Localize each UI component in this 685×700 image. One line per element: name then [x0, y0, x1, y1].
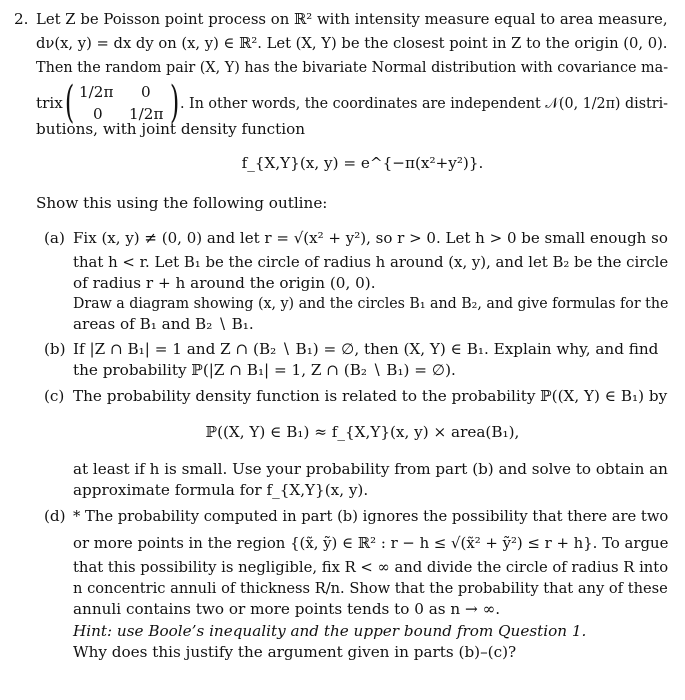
- left-paren-icon: (: [64, 77, 75, 128]
- part-a-line-2: that h < r. Let B₁ be the circle of radius h around (x, y), and let B₂ be the circle: [73, 253, 669, 271]
- part-b-line-1: If |Z ∩ B₁| = 1 and Z ∩ (B₂ ∖ B₁) = ∅, then (X, Y) ∈ B₁. Explain why, and find: [73, 340, 659, 358]
- matrix-cell-22: 1/2π: [129, 105, 164, 123]
- matrix-cell-12: 0: [141, 83, 151, 101]
- outline-intro: Show this using the following outline:: [36, 194, 328, 212]
- part-d-line-3: that this possibility is negligible, fix R < ∞ and divide the circle of radius R into: [73, 558, 669, 576]
- part-d-line-1: * The probability computed in part (b) ignores the possibility that there are two: [73, 507, 669, 525]
- part-c-formula: ℙ((X, Y) ∈ B₁) ≈ f_{X,Y}(x, y) × area(B₁),: [205, 423, 520, 441]
- part-a-label: (a): [44, 229, 65, 247]
- part-b-label: (b): [44, 340, 66, 358]
- part-c-line-1: The probability density function is related to the probability ℙ((X, Y) ∈ B₁) by: [73, 387, 668, 405]
- matrix-suffix: . In other words, the coordinates are independent 𝒩(0, 1/2π) distri-: [180, 94, 668, 112]
- part-d-line-5: annuli contains two or more points tends to 0 as n → ∞.: [73, 600, 501, 618]
- part-c-line-3: approximate formula for f_{X,Y}(x, y).: [73, 481, 369, 499]
- matrix-cell-21: 0: [93, 105, 103, 123]
- part-c-line-2: at least if h is small. Use your probability from part (b) and solve to obtain an: [73, 460, 668, 478]
- part-b-line-2: the probability ℙ(|Z ∩ B₁| = 1, Z ∩ (B₂ ∖ B₁) = ∅).: [73, 361, 456, 379]
- intro-line-1: Let Z be Poisson point process on ℝ² with intensity measure equal to area measure,: [36, 10, 668, 28]
- part-d-hint: Hint: use Boole’s inequality and the upper bound from Question 1.: [73, 622, 587, 640]
- right-paren-icon: ): [169, 77, 180, 128]
- part-c-label: (c): [44, 387, 65, 405]
- part-d-label: (d): [44, 507, 66, 525]
- intro-end: butions, with joint density function: [36, 120, 306, 138]
- matrix-cell-11: 1/2π: [79, 83, 114, 101]
- part-a-line-4: Draw a diagram showing (x, y) and the circles B₁ and B₂, and give formulas for the: [73, 294, 669, 312]
- matrix-prefix: trix: [36, 94, 63, 112]
- part-d-closing: Why does this justify the argument given in parts (b)–(c)?: [73, 643, 517, 661]
- intro-line-3: Then the random pair (X, Y) has the bivariate Normal distribution with covariance ma-: [36, 58, 669, 76]
- intro-line-2: dν(x, y) = dx dy on (x, y) ∈ ℝ². Let (X, Y) be the closest point in Z to the origin (0, 0).: [36, 34, 668, 52]
- problem-number: 2.: [14, 10, 29, 28]
- part-d-line-2: or more points in the region {(x̃, ỹ) ∈ ℝ² : r − h ≤ √(x̃² + ỹ²) ≤ r + h}. To argue: [73, 534, 669, 552]
- density-formula: f_{X,Y}(x, y) = e^{−π(x²+y²)}.: [241, 154, 484, 172]
- part-d-line-4: n concentric annuli of thickness R/n. Show that the probability that any of these: [73, 579, 668, 597]
- part-a-line-5: areas of B₁ and B₂ ∖ B₁.: [73, 315, 254, 333]
- part-a-line-3: of radius r + h around the origin (0, 0).: [73, 274, 376, 292]
- part-a-line-1: Fix (x, y) ≠ (0, 0) and let r = √(x² + y²), so r > 0. Let h > 0 be small enough so: [73, 229, 668, 247]
